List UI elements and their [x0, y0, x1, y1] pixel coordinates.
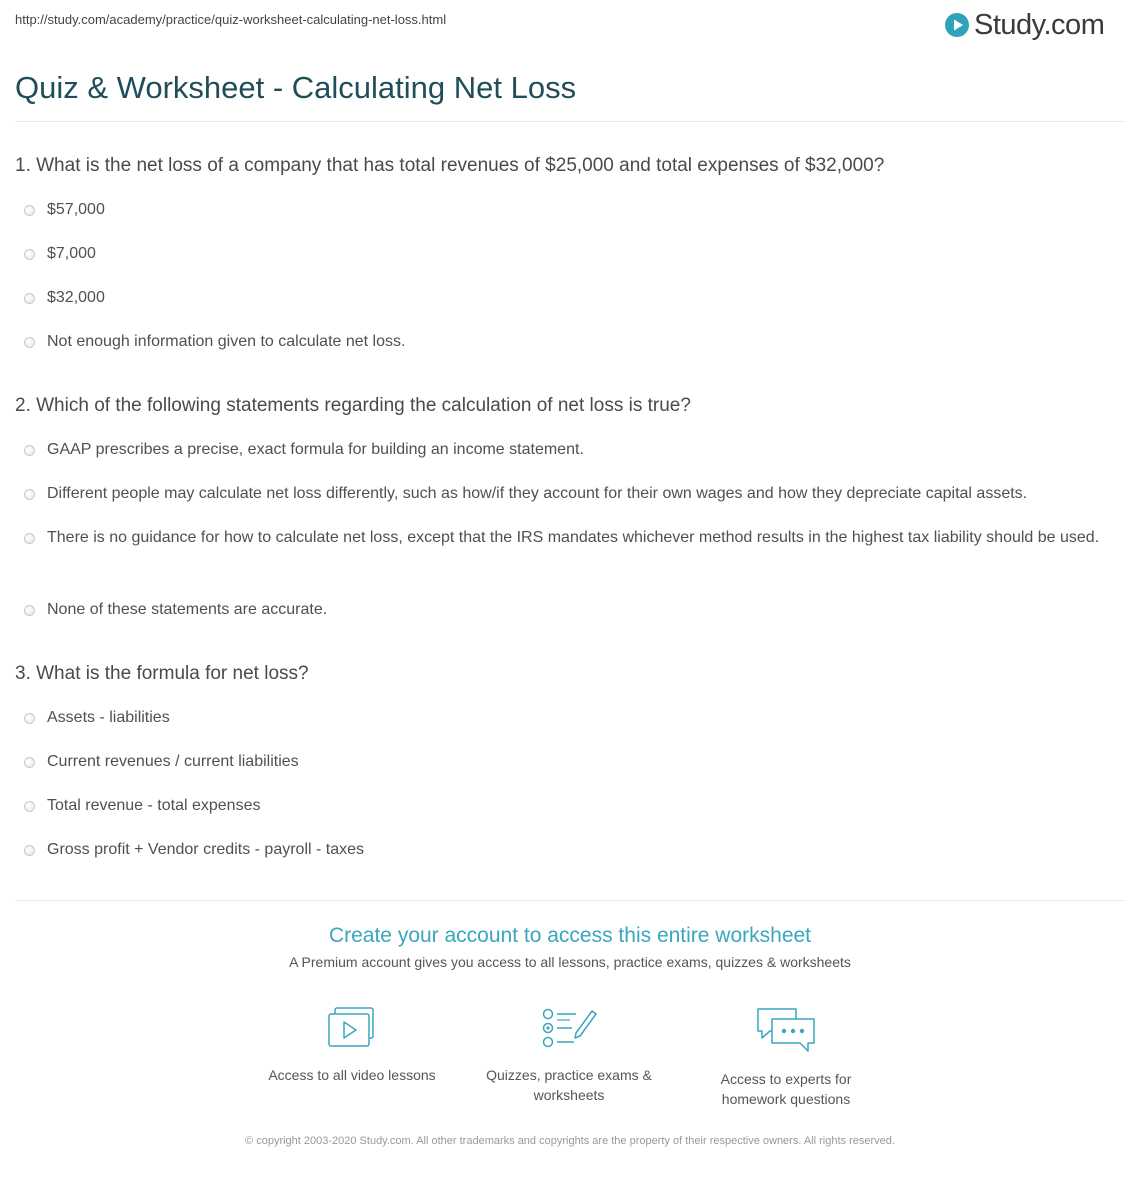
radio-button[interactable] [24, 337, 35, 348]
option-label: None of these statements are accurate. [47, 601, 328, 618]
play-logo-icon [944, 12, 970, 38]
expert-chat-icon [754, 1005, 818, 1055]
option-label: Current revenues / current liabilities [47, 753, 299, 770]
option-label: Assets - liabilities [47, 709, 170, 726]
radio-button[interactable] [24, 845, 35, 856]
copyright-notice: © copyright 2003-2020 Study.com. All other trademarks and copyrights are the property of their respective owners. All rights reserved. [245, 1135, 895, 1147]
radio-button[interactable] [24, 757, 35, 768]
cta-subtitle: A Premium account gives you access to all lessons, practice exams, quizzes & worksheets [289, 954, 851, 970]
feature-quizzes [469, 1005, 669, 1105]
feature-label: Access to experts for homework questions [720, 1071, 852, 1107]
feature-video-lessons [252, 1005, 452, 1085]
cta-divider [15, 900, 1125, 901]
logo-text: Study.com [974, 8, 1105, 41]
cta-title-link[interactable]: Create your account to access this entire worksheet [328, 924, 812, 947]
option-label: Gross profit + Vendor credits - payroll - taxes [47, 841, 365, 858]
radio-button[interactable] [24, 445, 35, 456]
radio-button[interactable] [24, 533, 35, 544]
radio-button[interactable] [24, 801, 35, 812]
page-url[interactable]: http://study.com/academy/practice/quiz-worksheet-calculating-net-loss.html [15, 12, 447, 27]
feature-label: Quizzes, practice exams & worksheets [486, 1067, 652, 1103]
option-label: Total revenue - total expenses [47, 797, 261, 814]
feature-label: Access to all video lessons [268, 1067, 436, 1083]
video-lessons-icon [325, 1005, 379, 1051]
radio-button[interactable] [24, 205, 35, 216]
title-divider [15, 121, 1125, 122]
feature-experts [686, 1005, 886, 1109]
radio-button[interactable] [24, 489, 35, 500]
option-label: Different people may calculate net loss differently, such as how/if they account for their own wages and how they depreciate capital assets. [47, 485, 1028, 502]
radio-button[interactable] [24, 249, 35, 260]
option-label: $57,000 [47, 201, 105, 218]
question-2: 2. Which of the following statements regarding the calculation of net loss is true? [15, 395, 691, 416]
radio-button[interactable] [24, 605, 35, 616]
radio-button[interactable] [24, 713, 35, 724]
option-label: GAAP prescribes a precise, exact formula for building an income statement. [47, 441, 584, 458]
page-title: Quiz & Worksheet - Calculating Net Loss [15, 70, 577, 105]
quiz-worksheet-icon [540, 1005, 598, 1051]
top-bar [0, 0, 1140, 50]
question-3: 3. What is the formula for net loss? [15, 663, 309, 684]
radio-button[interactable] [24, 293, 35, 304]
option-label: Not enough information given to calculate net loss. [47, 333, 406, 350]
question-1: 1. What is the net loss of a company that has total revenues of $25,000 and total expenses of $32,000? [15, 155, 885, 176]
option-label: $7,000 [47, 245, 96, 262]
option-label: $32,000 [47, 289, 105, 306]
study-logo[interactable] [944, 8, 1104, 42]
option-label: There is no guidance for how to calculate net loss, except that the IRS mandates whichever method results in the highest tax liability should be used. [47, 529, 1100, 546]
